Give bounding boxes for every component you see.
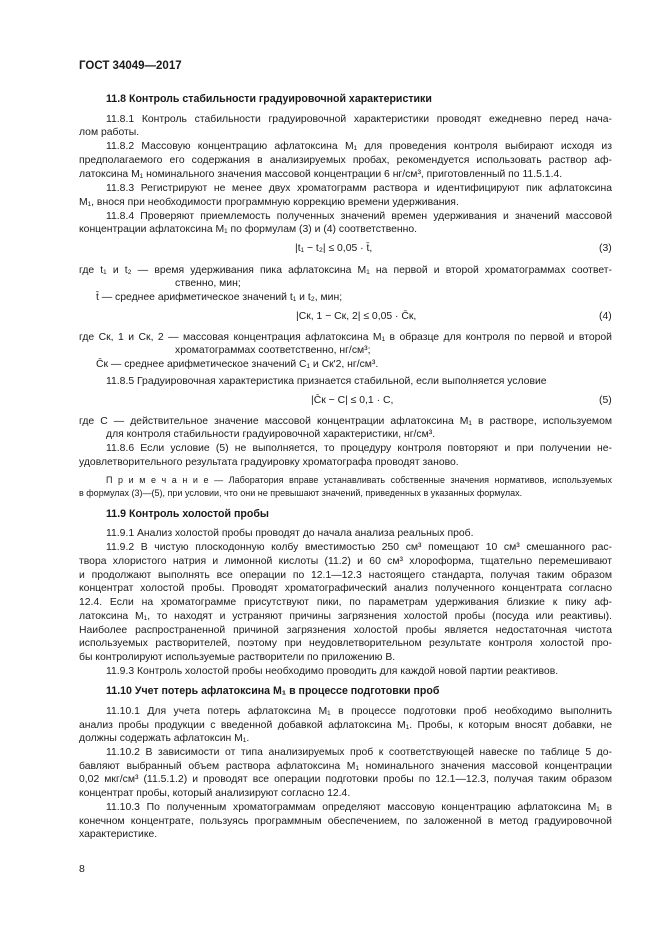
paragraph-line: концентрат холостой пробы. Проводят хроматографический анализ полученного концентрата согласно [79, 583, 612, 594]
where-line: ственно, мин; [175, 278, 241, 289]
paragraph-line: концентрации афлатоксина M₁ по формулам (3) и (4) соответственно. [79, 224, 418, 235]
paragraph-line: и продолжают выполнять все операции по 12.1—12.3 настоящего стандарта, получая таким образом [79, 570, 612, 581]
paragraph-line: 11.8.4 Проверяют приемлемость полученных значений времен удерживания и значений массовой [106, 211, 612, 222]
page-number: 8 [79, 863, 85, 875]
formula-4-number: (4) [599, 311, 612, 322]
formula-5: |C̄к − C| ≤ 0,1 · C, [311, 395, 394, 406]
formula-3: |t₁ − t₂| ≤ 0,05 · t̄, [295, 243, 373, 254]
section-heading-11-9: 11.9 Контроль холостой пробы [106, 508, 269, 520]
paragraph-line: 11.10.3 По полученным хроматограммам определяют массовую концентрацию афлатоксина M₁ в [106, 802, 612, 813]
paragraph-line: 11.8.5 Градуировочная характеристика признается стабильной, если выполняется условие [106, 376, 547, 387]
paragraph-line: 11.9.3 Контроль холостой пробы необходимо проводить для каждой новой партии реактивов. [106, 666, 559, 677]
where-line: где t₁ и t₂ — время удерживания пика афлатоксина M₁ на первой и второй хроматограммах соответ- [79, 265, 612, 276]
where-line: хроматограммах соответственно, нг/см³; [175, 345, 371, 356]
section-heading-11-8: 11.8 Контроль стабильности градуировочной характеристики [106, 93, 432, 105]
document-id: ГОСТ 34049—2017 [79, 60, 182, 72]
paragraph-line: лом работы. [79, 127, 140, 138]
paragraph-line: 11.9.1 Анализ холостой пробы проводят до начала анализа реальных проб. [106, 528, 474, 539]
paragraph-line: 11.8.2 Массовую концентрацию афлатоксина M₁ для проведения контроля выбирают исходя из [106, 141, 612, 152]
where-line: для контроля стабильности градуировочной характеристики, нг/см³. [106, 429, 436, 440]
paragraph-line: M₁, внося при необходимости программную коррекцию времени удерживания. [79, 197, 459, 208]
where-line: t̄ — среднее арифметическое значений t₁ и t₂, мин; [96, 292, 343, 303]
paragraph-line: 11.9.2 В чистую плоскодонную колбу вместимостью 250 см³ помещают 10 см³ смешанного рас- [106, 542, 612, 553]
note-line: П р и м е ч а н и е — Лаборатория вправе устанавливать собственные значения нормативов, используемых [106, 475, 612, 485]
formula-5-number: (5) [599, 395, 612, 406]
paragraph-line: предполагаемого его содержания в анализируемых пробах, рекомендуется использовать раствор аф- [79, 155, 612, 166]
paragraph-line: бавляют выбранный объем раствора афлатоксина M₁ номинального значения массовой концентрации [79, 761, 612, 772]
paragraph-line: удовлетворительного результата градуировку хроматографа проводят заново. [79, 457, 459, 468]
paragraph-line: концентрат пробы, который анализируют согласно 12.4. [79, 788, 351, 799]
paragraph-line: конечном концентрате, пользуясь программным обеспечением, по заложенной в метод градуировочной [79, 816, 612, 827]
paragraph-line: 0,02 мкг/см³ (11.5.1.2) и проводят все операции подготовки пробы по 12.1—12.3, получая таким образом [79, 774, 612, 785]
paragraph-line: 11.8.6 Если условие (5) не выполняется, то процедуру контроля повторяют и при получении не- [106, 443, 612, 454]
where-line: где Cк, 1 и Cк, 2 — массовая концентрация афлатоксина M₁ в образце для контроля по первой и второй [79, 332, 612, 343]
formula-3-number: (3) [599, 243, 612, 254]
paragraph-line: латоксина M₁ номинального значения массовой концентрации 6 нг/см³, приготовленный по 11.5.1.4. [79, 169, 563, 180]
note-line: в формулах (3)—(5), при условии, что они не превышают значений, приведенных в указанных формулах. [79, 488, 523, 498]
paragraph-line: латоксина M₁, то находят и устраняют причины загрязнения холостой пробы (посуда или реактивы). [79, 611, 612, 622]
paragraph-line: 11.8.3 Регистрируют не менее двух хроматограмм раствора и идентифицируют пик афлатоксина [106, 183, 612, 194]
paragraph-line: характеристике. [79, 829, 158, 840]
paragraph-line: 11.10.1 Для учета потерь афлатоксина M₁ в процессе подготовки проб необходимо выполнить [106, 706, 612, 717]
where-line: где C — действительное значение массовой концентрации афлатоксина M₁ в растворе, используемом [79, 416, 612, 427]
paragraph-line: должны содержать афлатоксин M₁. [79, 733, 250, 744]
where-line: C̄к — среднее арифметическое значений C₁ и Cк'2, нг/см³. [96, 359, 379, 370]
paragraph-line: используемых растворителей, поэтому при неудовлетворительном результате контроля холостой про- [79, 638, 612, 649]
paragraph-line: бы контролируют используемые растворители по приложению В. [79, 652, 396, 663]
paragraph-line: 12.4. Если на хроматограмме присутствуют пики, по параметрам удерживания близкие к пику аф- [79, 597, 612, 608]
paragraph-line: 11.8.1 Контроль стабильности градуировочной характеристики проводят ежедневно перед нача- [106, 114, 612, 125]
section-heading-11-10: 11.10 Учет потерь афлатоксина M₁ в процессе подготовки проб [106, 685, 440, 697]
paragraph-line: твора хлористого натрия и лимонной кислоты (11.2) и 60 см³ хлороформа, тщательно перемешивают [79, 556, 612, 567]
paragraph-line: Наиболее распространенной причиной загрязнения холостой пробы является недостаточная чистота [79, 625, 612, 636]
paragraph-line: анализ пробы продукции с введенной добавкой афлатоксина M₁. Пробы, к которым вносят добавки, не [79, 720, 612, 731]
formula-4: |Cк, 1 − Cк, 2| ≤ 0,05 · C̄к, [296, 311, 417, 322]
paragraph-line: 11.10.2 В зависимости от типа анализируемых проб к соответствующей навеске по таблице 5 до- [106, 747, 612, 758]
